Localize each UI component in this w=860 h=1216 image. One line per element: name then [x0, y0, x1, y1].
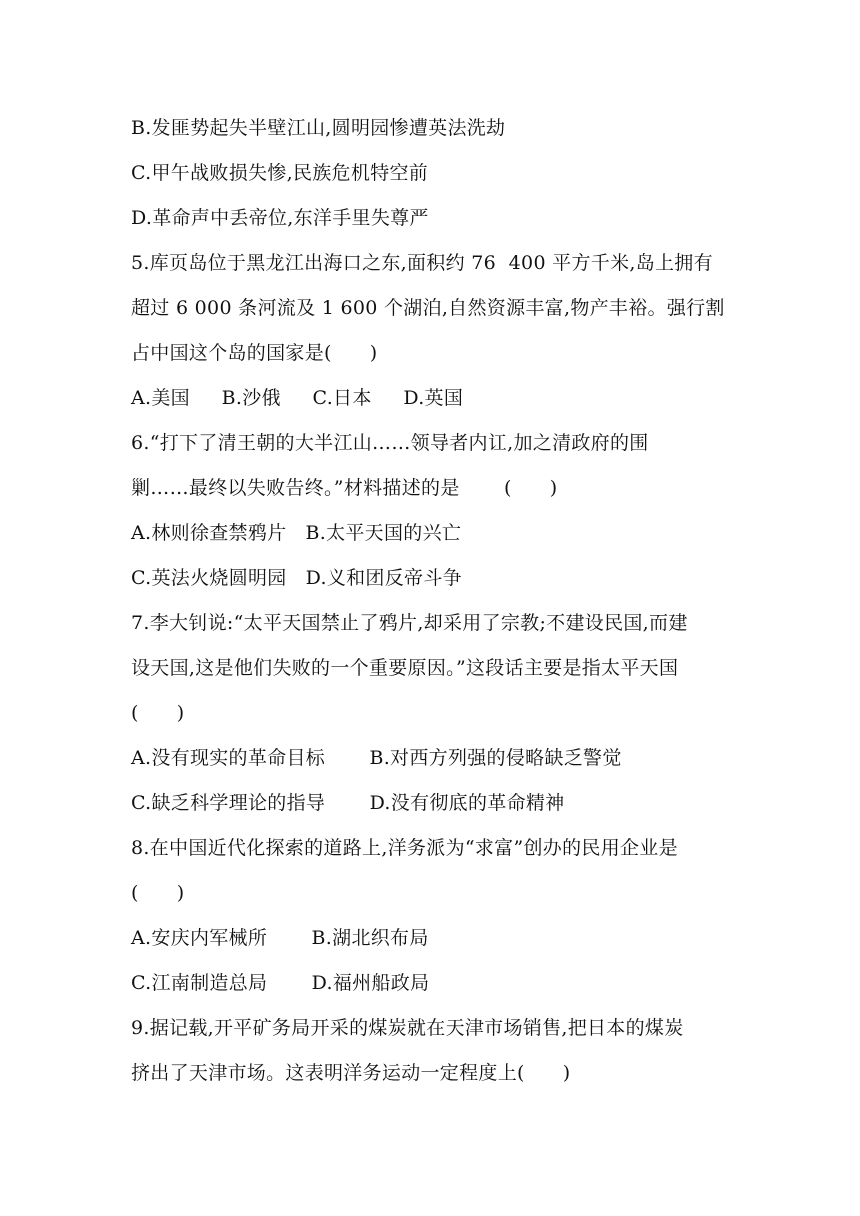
question-7-line-3: ( )	[131, 702, 185, 724]
question-8-line-2: ( )	[131, 882, 185, 904]
question-5-line-1: 5.库页岛位于黑龙江出海口之东,面积约 76 400 平方千米,岛上拥有	[131, 252, 713, 274]
question-5-line-2: 超过 6 000 条河流及 1 600 个湖泊,自然资源丰富,物产丰裕。强行割	[131, 297, 725, 319]
question-6-options-cd: C.英法火烧圆明园 D.义和团反帝斗争	[131, 567, 462, 589]
question-7-line-2: 设天国,这是他们失败的一个重要原因。”这段话主要是指太平天国	[131, 657, 679, 679]
question-5-options: A.美国 B.沙俄 C.日本 D.英国	[131, 387, 464, 409]
option-4d: D.革命声中丢帝位,东洋手里失尊严	[131, 207, 429, 229]
question-8-line-1: 8.在中国近代化探索的道路上,洋务派为“求富”创办的民用企业是	[131, 837, 678, 859]
question-8-options-cd: C.江南制造总局 D.福州船政局	[131, 972, 430, 994]
question-6-line-1: 6.“打下了清王朝的大半江山……领导者内讧,加之清政府的围	[131, 432, 649, 454]
question-9-line-1: 9.据记载,开平矿务局开采的煤炭就在天津市场销售,把日本的煤炭	[131, 1017, 684, 1039]
question-6-line-2: 剿……最终以失败告终。”材料描述的是 ( )	[131, 477, 558, 499]
question-6-options-ab: A.林则徐查禁鸦片 B.太平天国的兴亡	[131, 522, 462, 544]
question-8-options-ab: A.安庆内军械所 B.湖北织布局	[131, 927, 429, 949]
option-4b: B.发匪势起失半壁江山,圆明园惨遭英法洗劫	[131, 117, 506, 139]
question-7-options-ab: A.没有现实的革命目标 B.对西方列强的侵略缺乏警觉	[131, 747, 622, 769]
question-7-line-1: 7.李大钊说:“太平天国禁止了鸦片,却采用了宗教;不建设民国,而建	[131, 612, 688, 634]
option-4c: C.甲午战败损失惨,民族危机特空前	[131, 162, 429, 184]
question-5-line-3: 占中国这个岛的国家是( )	[131, 342, 378, 364]
question-7-options-cd: C.缺乏科学理论的指导 D.没有彻底的革命精神	[131, 792, 565, 814]
question-9-line-2: 挤出了天津市场。这表明洋务运动一定程度上( )	[131, 1062, 571, 1084]
